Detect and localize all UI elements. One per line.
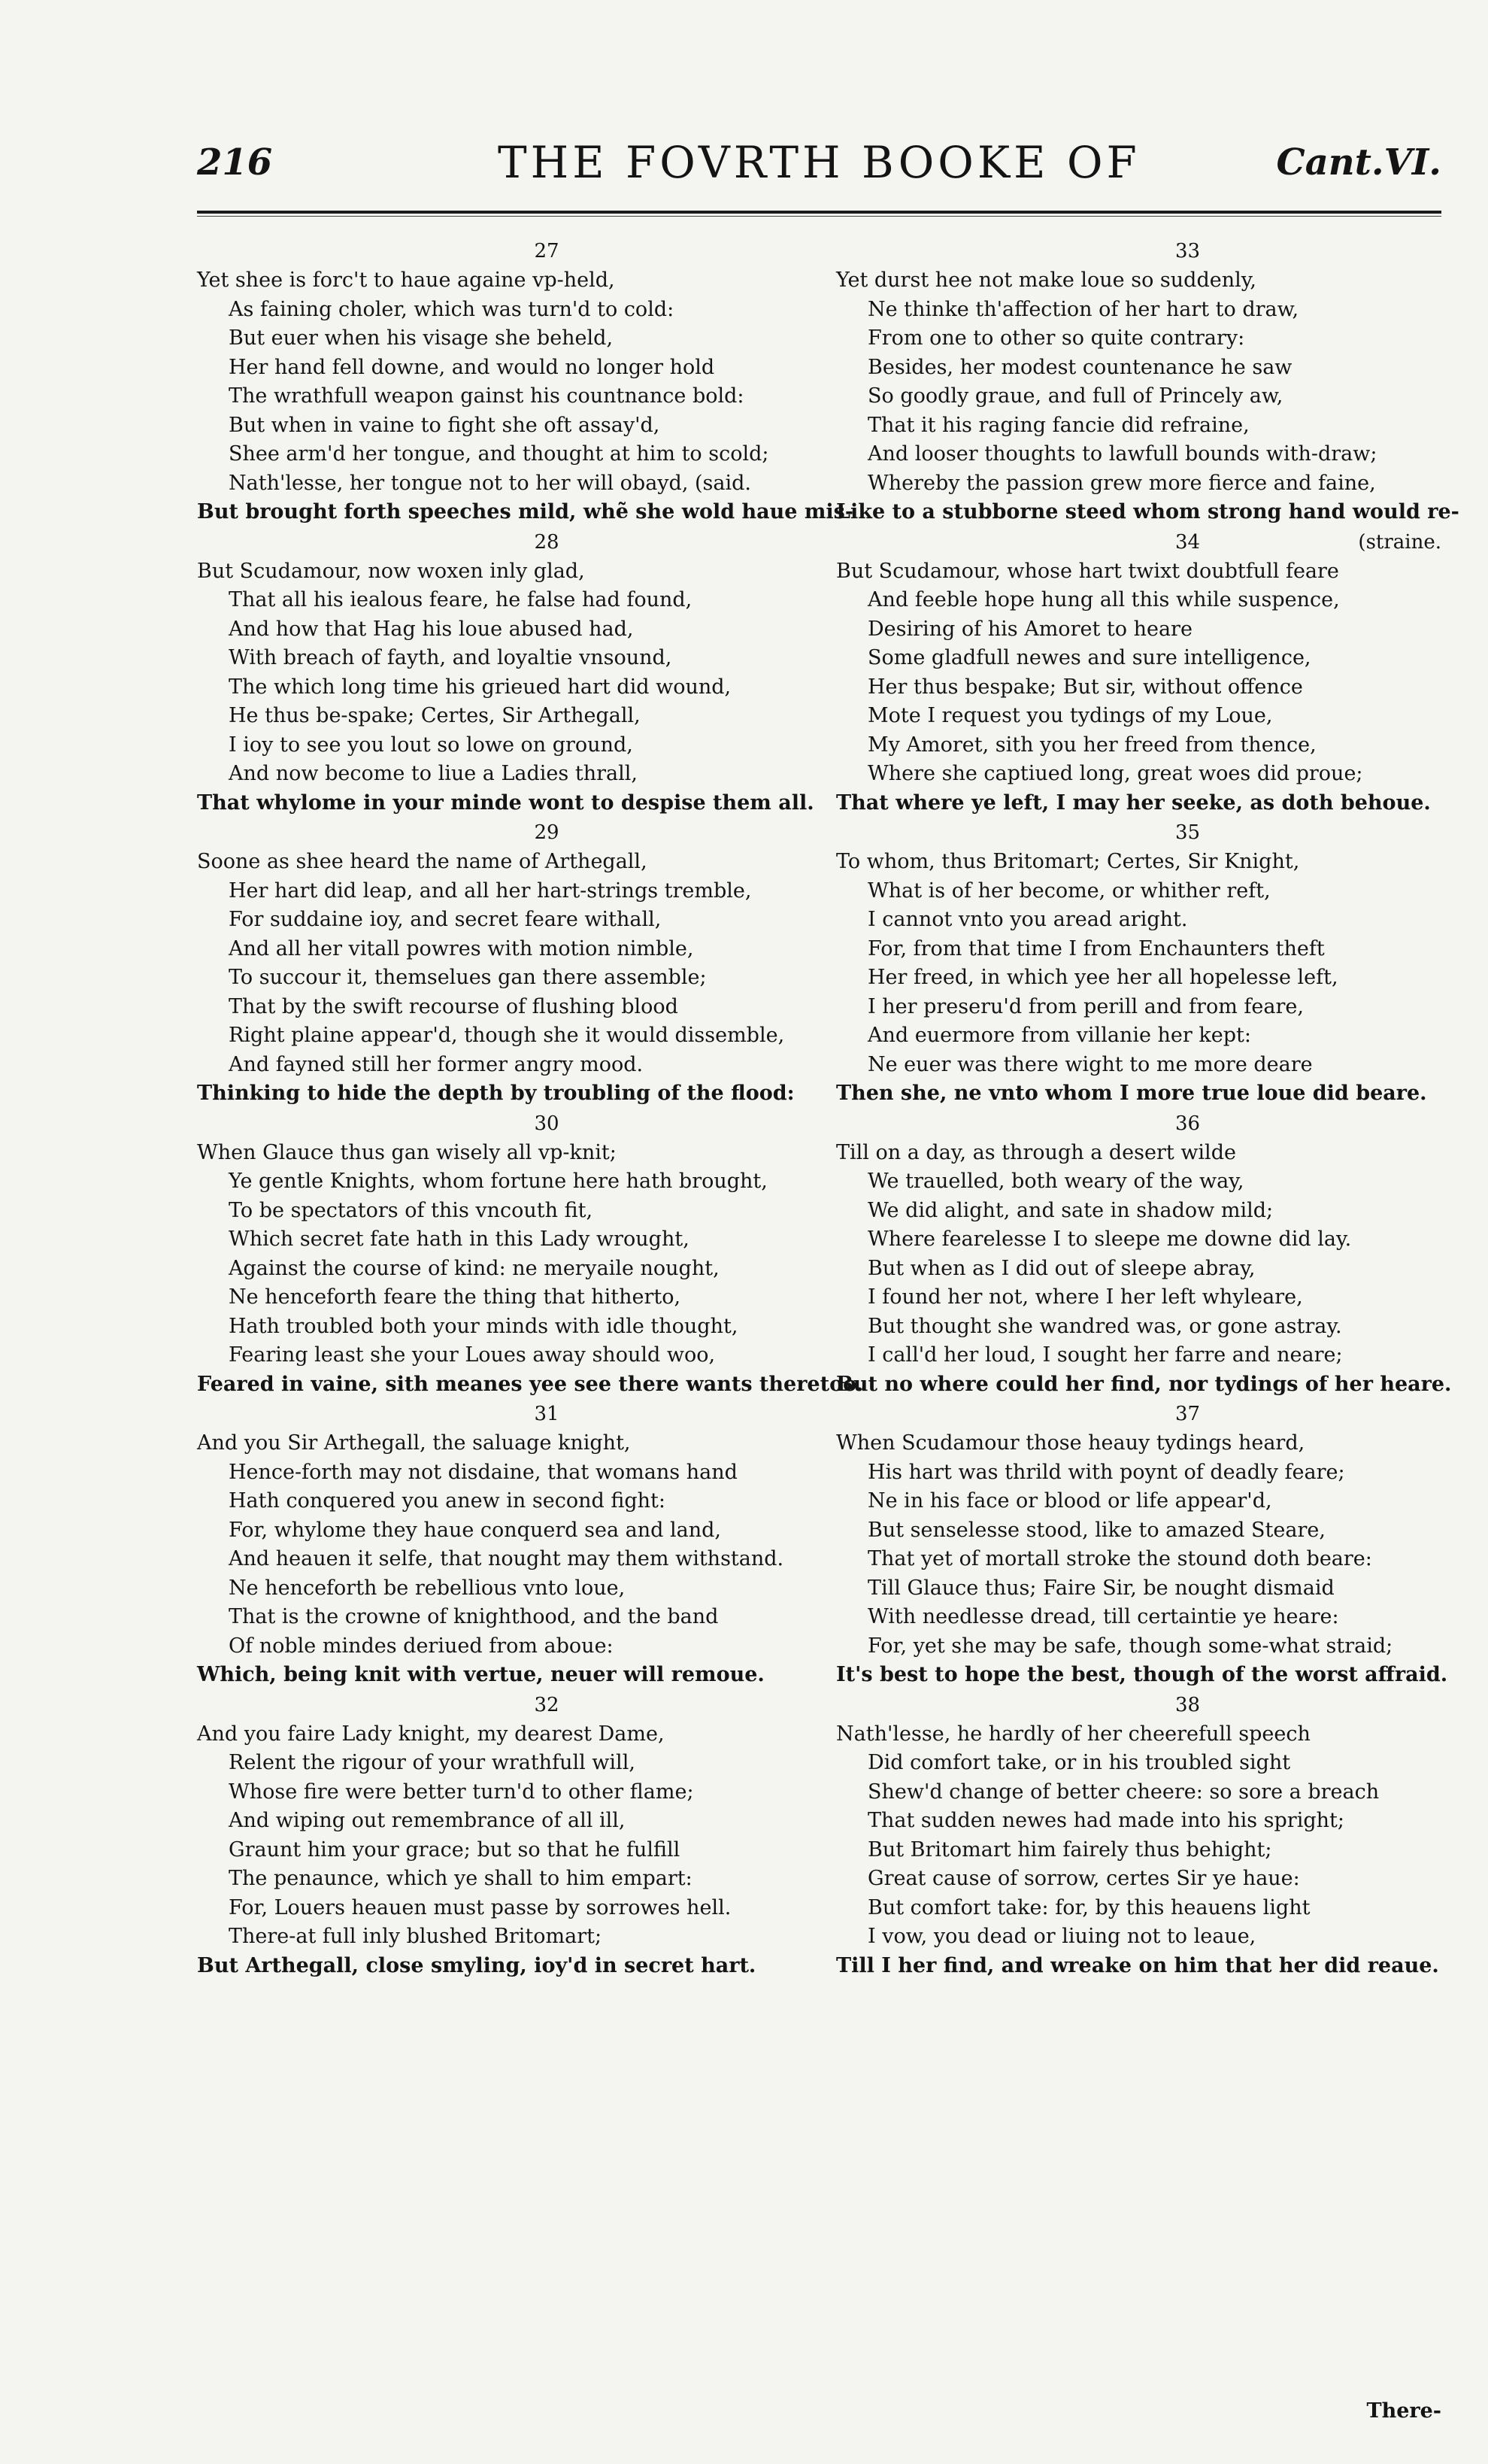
verse-line: And looser thoughts to lawfull bounds with-draw; [868, 442, 1377, 466]
verse-line: Her hand fell downe, and would no longer hold [229, 355, 715, 379]
verse-line: Till on a day, as through a desert wilde [836, 1140, 1236, 1164]
verse-line: And fayned still her former angry mood. [229, 1052, 644, 1076]
verse-line: That sudden newes had made into his spright; [868, 1809, 1344, 1832]
verse-line: That yet of mortall stroke the stound doth beare: [868, 1547, 1372, 1570]
verse-line: Nath'lesse, he hardly of her cheerefull speech [836, 1722, 1311, 1746]
verse-line: Fearing least she your Loues away should woo, [229, 1343, 716, 1367]
verse-line: But comfort take: for, by this heauens light [868, 1895, 1311, 1919]
verse-line: I found her not, where I her left whyleare, [868, 1285, 1303, 1309]
verse-line: Thinking to hide the depth by troubling of the flood: [197, 1082, 795, 1105]
page-header [197, 137, 1441, 197]
stanza-number: 34 (straine. [836, 527, 1441, 557]
canto-label: Cant.VI. [1276, 141, 1441, 184]
verse-line: Where fearelesse I to sleepe me downe did lay. [868, 1227, 1352, 1251]
verse-line: For, from that time I from Enchaunters theft [868, 936, 1325, 960]
verse-line: Yet shee is forc't to haue againe vp-held, [197, 269, 615, 292]
stanza-number: 28 [534, 530, 559, 554]
verse-line: That all his iealous feare, he false had found, [229, 588, 692, 611]
left-column [197, 236, 864, 1980]
verse-line: Against the course of kind: ne merуaile nought, [229, 1256, 720, 1280]
verse-line: And you faire Lady knight, my dearest Dame, [197, 1722, 665, 1746]
verse-line: There-at full inly blushed Britomart; [229, 1925, 602, 1948]
verse-line: Her hart did leap, and all her hart-strings tremble, [229, 878, 752, 903]
verse-line: Nath'lesse, her tongue not to her will obayd, (said. [229, 471, 751, 495]
verse-line: Yet durst hee not make loue so suddenly, [836, 269, 1256, 292]
verse-line: When Glauce thus gan wisely all vp-knit; [197, 1140, 617, 1164]
verse-line: To succour it, themselues gan there assemble; [229, 966, 707, 989]
verse-line: What is of her become, or whither reft, [868, 878, 1271, 903]
stanza-number: 35 [1174, 821, 1201, 844]
verse-line: Desiring of his Amoret to heare [868, 617, 1193, 641]
verse-line: Ne henceforth be rebellious vnto loue, [229, 1576, 626, 1600]
verse-line: Shew'd change of better cheere: so sore a breach [868, 1780, 1380, 1804]
stanza-number: 29 [534, 821, 559, 844]
verse-line: Besides, her modest countenance he saw [868, 355, 1293, 379]
verse-line: I her preseru'd from perill and from feare, [868, 994, 1304, 1018]
verse-line: Of noble mindes deriued from aboue: [229, 1634, 614, 1658]
verse-line: Where she captiued long, great woes did proue; [868, 762, 1363, 785]
verse-line: Hath troubled both your minds with idle thought, [229, 1314, 738, 1338]
verse-line: Shee arm'd her tongue, and thought at him to scold; [229, 442, 769, 466]
verse-line: So goodly graue, and full of Princely aw, [868, 384, 1283, 408]
verse-line: But euer when his visage she beheld, [229, 326, 614, 350]
verse-line: His hart was thrild with poynt of deadly feare; [868, 1460, 1345, 1484]
verse-line: But when in vaine to fight she oft assay'd, [229, 413, 660, 437]
stanza-number: 38 [1174, 1693, 1201, 1716]
verse-line: But senselesse stood, like to amazed Steare, [868, 1518, 1326, 1542]
verse-line: And feeble hope hung all this while suspence, [868, 588, 1340, 611]
verse-line: But Scudamour, now woxen inly glad, [197, 559, 585, 583]
verse-line: For, Louers heauen must passe by sorrowes hell. [229, 1895, 732, 1919]
verse-line: That is the crowne of knighthood, and the band [229, 1605, 719, 1628]
verse-line: I call'd her loud, I sought her farre and neare; [868, 1343, 1343, 1367]
verse-line: Hence-forth may not disdaine, that womans hand [229, 1460, 738, 1484]
header-rule-thin [197, 216, 1441, 217]
verse-line: That it his raging fancie did refraine, [868, 413, 1250, 437]
verse-line: To whom, thus Britomart; Certes, Sir Knight, [836, 850, 1300, 873]
verse-line: Ne henceforth feare the thing that hitherto, [229, 1285, 681, 1309]
verse-line: Ne thinke th'affection of her hart to draw, [868, 297, 1299, 321]
verse-line: He thus be-spake; Certes, Sir Arthegall, [229, 704, 641, 727]
catchword: There- [1366, 2399, 1441, 2423]
stanza-number: 30 [534, 1112, 559, 1135]
verse-line: Ne in his face or blood or life appear'd, [868, 1489, 1272, 1513]
verse-line: Feared in vaine, sith meanes yee see there wants theretoo. [197, 1372, 864, 1396]
stanza-number: 31 [534, 1403, 559, 1425]
verse-line: Ye gentle Knights, whom fortune here hath brought, [229, 1170, 768, 1193]
stanza-number-suffix: (straine. [1358, 530, 1441, 554]
verse-line: It's best to hope the best, though of the worst affraid. [836, 1663, 1448, 1686]
verse-line: That by the swift recourse of flushing blood [229, 994, 678, 1018]
verse-line: But brought forth speeches mild, whẽ she wold haue mis- [197, 500, 854, 523]
verse-line: Great cause of sorrow, certes Sir ye haue: [868, 1867, 1300, 1890]
verse-line: I vow, you dead or liuing not to leaue, [868, 1925, 1256, 1948]
verse-line: The penaunce, which ye shall to him empart: [229, 1867, 692, 1890]
stanza-number: 33 [1174, 240, 1201, 262]
verse-line: Ne euer was there wight to me more deare [868, 1052, 1313, 1076]
verse-line: Relent the rigour of your wrathfull will, [229, 1751, 635, 1774]
verse-line: And you Sir Arthegall, the saluage knight, [197, 1431, 631, 1455]
verse-line: From one to other so quite contrary: [868, 326, 1245, 350]
verse-line: And wiping out remembrance of all ill, [229, 1809, 626, 1832]
stanza-number: 32 [534, 1693, 559, 1716]
verse-line: We did alight, and sate in shadow mild; [868, 1198, 1274, 1222]
verse-line: Some gladfull newes and sure intelligence, [868, 646, 1311, 669]
verse-line: But when as I did out of sleepe abray, [868, 1256, 1256, 1280]
verse-line: When Scudamour those heauy tydings heard, [836, 1431, 1305, 1455]
stanza-number: 37 [1174, 1403, 1201, 1425]
verse-line: Which secret fate hath in this Lady wrought, [229, 1227, 689, 1251]
verse-line: We trauelled, both weary of the way, [868, 1170, 1244, 1193]
verse-line: But thought she wandred was, or gone astray. [868, 1314, 1342, 1338]
verse-line: For, whylome they haue conquerd sea and land, [229, 1518, 721, 1542]
verse-line: For, yet she may be safe, though some-what straid; [868, 1634, 1393, 1658]
verse-line: But Scudamour, whose hart twixt doubtfull feare [836, 559, 1339, 583]
verse-line: Whereby the passion grew more fierce and faine, [868, 471, 1376, 495]
verse-line: With breach of fayth, and loyaltie vnsound, [229, 646, 672, 669]
verse-line: Till Glauce thus; Faire Sir, be nought dismaid [868, 1576, 1335, 1600]
verse-line: Right plaine appear'd, though she it would dissemble, [229, 1024, 785, 1047]
verse-line: That where ye left, I may her seeke, as doth behoue. [836, 790, 1431, 815]
verse-line: Hath conquered you anew in second fight: [229, 1489, 665, 1513]
verse-line: Whose fire were better turn'd to other flame; [229, 1780, 694, 1804]
verse-line: Her thus bespake; But sir, without offence [868, 675, 1303, 699]
verse-line: And now become to liue a Ladies thrall, [229, 762, 638, 785]
verse-line: Did comfort take, or in his troubled sight [868, 1751, 1291, 1774]
verse-line: Soone as shee heard the name of Arthegall, [197, 850, 647, 873]
right-column [836, 236, 1459, 1980]
verse-line: My Amoret, sith you her freed from thence, [868, 733, 1317, 757]
verse-line: But Britomart him fairely thus behight; [868, 1837, 1272, 1862]
verse-line: The wrathfull weapon gainst his countnance bold: [229, 384, 744, 408]
verse-line: With needlesse dread, till certaintie ye heare: [868, 1605, 1339, 1628]
verse-line: Mote I request you tydings of my Loue, [868, 704, 1273, 727]
stanza-number: 36 [1174, 1112, 1201, 1135]
verse-line: I cannot vnto you aread aright. [868, 908, 1188, 931]
verse-line: Graunt him your grace; but so that he fulfill [229, 1837, 680, 1862]
verse-line: For suddaine ioy, and secret feare withall, [229, 908, 662, 931]
verse-line: Like to a stubborne steed whom strong hand would re- [836, 500, 1459, 523]
verse-line: That whylome in your minde wont to despise them all. [197, 790, 814, 815]
verse-line: And heauen it selfe, that nought may them withstand. [229, 1547, 784, 1570]
stanza-number: 27 [534, 240, 559, 262]
header-rule [197, 211, 1441, 214]
page-number: 216 [197, 141, 273, 184]
verse-line: To be spectators of this vncouth fit, [229, 1198, 593, 1222]
verse-line: Which, being knit with vertue, neuer will remoue. [197, 1663, 765, 1686]
running-title: THE FOVRTH BOOKE OF [498, 137, 1141, 188]
verse-line: And euermore from villanie her kept: [868, 1024, 1251, 1047]
verse-line: And how that Hag his loue abused had, [229, 617, 634, 641]
verse-line: As faining choler, which was turn'd to cold: [229, 297, 674, 321]
verse-line: Her freed, in which yee her all hopelesse left, [868, 966, 1338, 989]
verse-line: And all her vitall powres with motion nimble, [229, 936, 694, 960]
verse-line: The which long time his grieued hart did wound, [229, 675, 732, 699]
verse-line: Then she, ne vnto whom I more true loue did beare. [836, 1082, 1427, 1105]
verse-line: But Arthegall, close smyling, ioy'd in secret hart. [197, 1953, 756, 1977]
verse-line: But no where could her find, nor tydings of her heare. [836, 1372, 1452, 1396]
verse-line: I ioy to see you lout so lowe on ground, [229, 733, 633, 757]
verse-line: Till I her find, and wreake on him that her did reaue. [836, 1953, 1439, 1977]
